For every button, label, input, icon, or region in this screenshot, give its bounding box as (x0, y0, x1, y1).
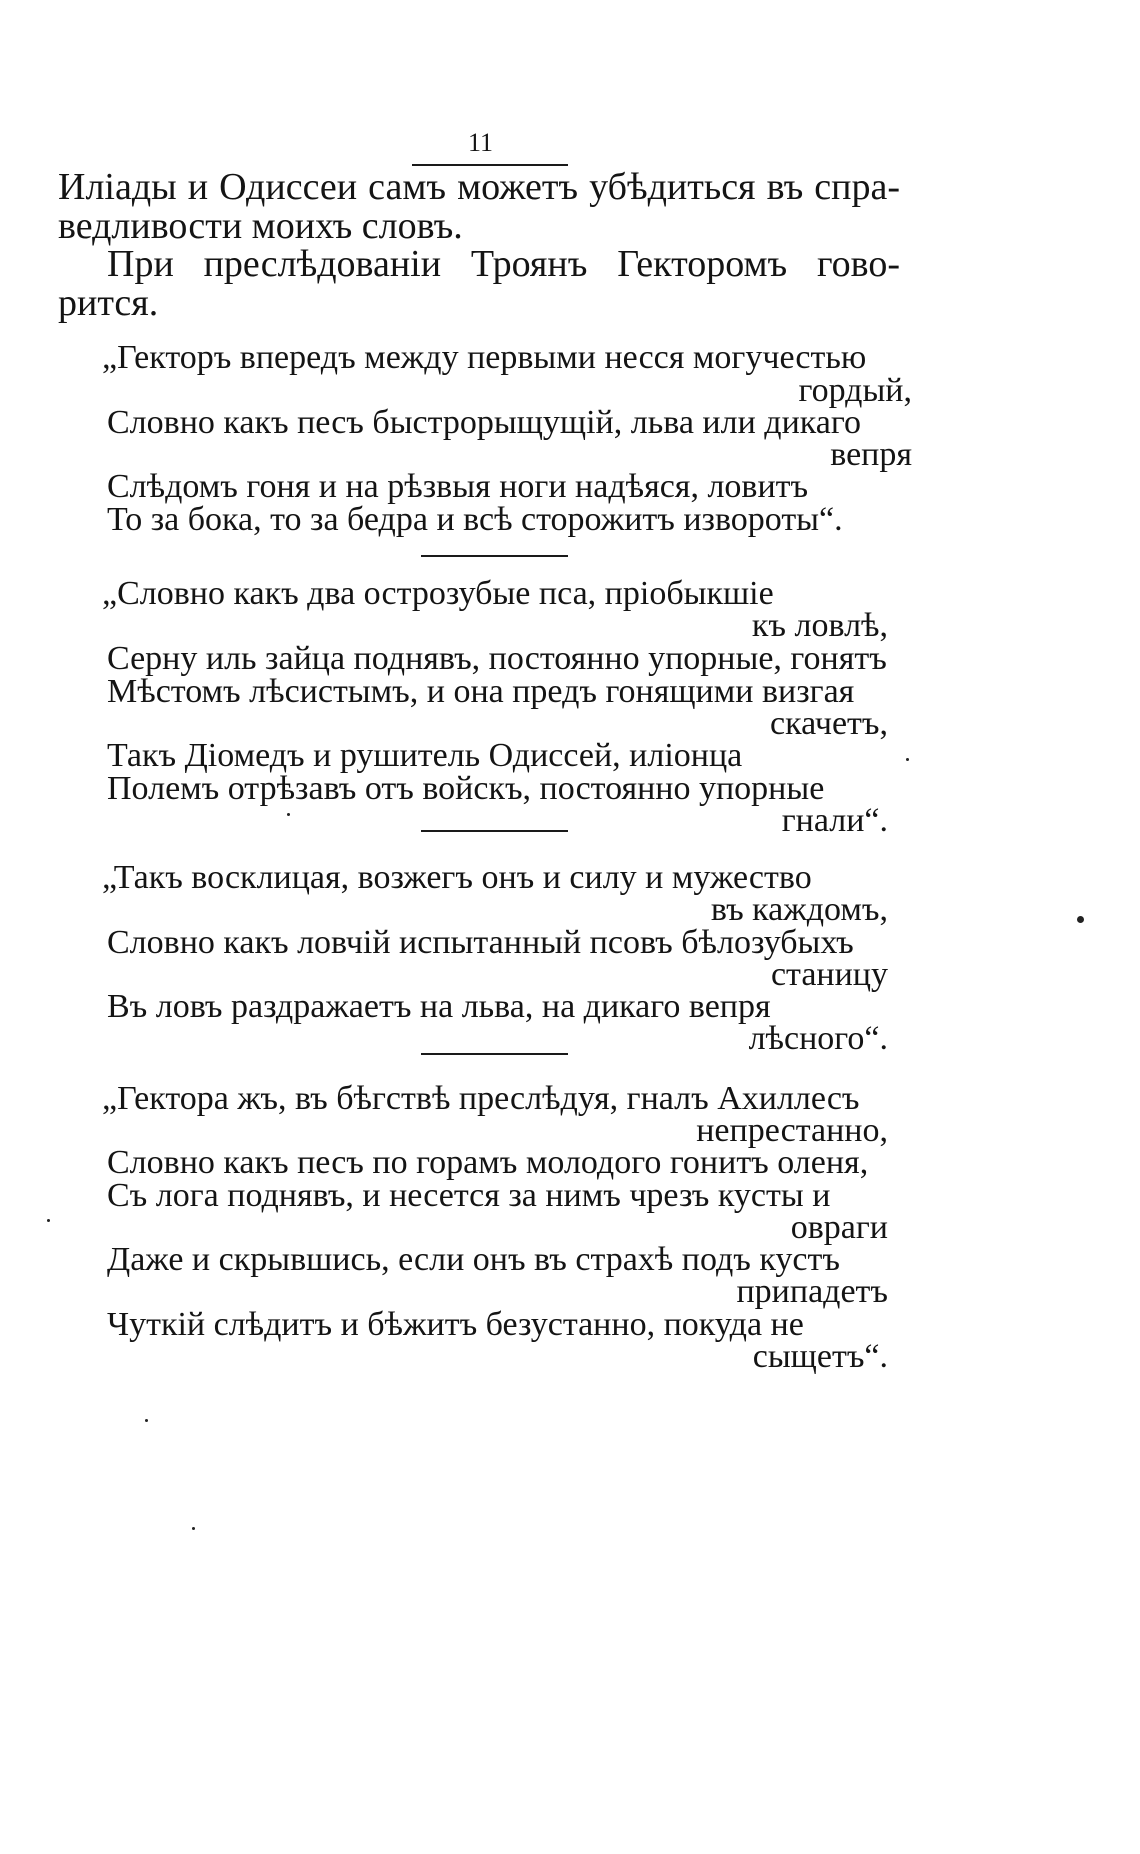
verse-continuation: гнали“. (781, 802, 888, 839)
scan-speck (1077, 916, 1084, 923)
verse-continuation: припадетъ (736, 1273, 888, 1310)
scan-speck (47, 1219, 50, 1222)
prose-line: Иліады и Одиссеи самъ можетъ убѣдиться въ спра- (58, 166, 900, 208)
stanza-divider (421, 830, 568, 832)
verse-line: Въ ловъ раздражаетъ на льва, на дикаго вепря (107, 988, 771, 1025)
verse-continuation: скачетъ, (770, 705, 888, 742)
stanza-divider (421, 555, 568, 557)
scan-speck (192, 1527, 195, 1530)
scan-speck (145, 1419, 148, 1422)
verse-continuation: лѣсного“. (748, 1020, 888, 1057)
verse-line: Словно какъ песъ по горамъ молодого гонитъ оленя, (107, 1144, 869, 1181)
verse-line: „Гектора жъ, въ бѣгствѣ преслѣдуя, гналъ Ахиллесъ (102, 1080, 860, 1117)
verse-line: Чуткій слѣдитъ и бѣжитъ безустанно, покуда не (107, 1306, 804, 1343)
verse-continuation: станицу (770, 956, 888, 993)
stanza-divider (421, 1053, 568, 1055)
verse-line: „Гекторъ впередъ между первыми несся могучестью (102, 339, 867, 376)
verse-line: Полемъ отрѣзавъ отъ войскъ, постоянно упорные (107, 770, 825, 807)
verse-line: Съ лога поднявъ, и несется за нимъ чрезъ кусты и (107, 1177, 831, 1214)
scan-speck (906, 758, 909, 761)
verse-continuation: гордый, (798, 372, 912, 409)
verse-line: Мѣстомъ лѣсистымъ, и она предъ гонящими визгая (107, 673, 855, 710)
verse-line: „Словно какъ два острозубые пса, пріобыкшіе (102, 575, 774, 612)
verse-line: Серну иль зайца поднявъ, постоянно упорные, гонятъ (107, 640, 887, 677)
verse-line: Слѣдомъ гоня и на рѣзвыя ноги надѣяся, ловитъ (107, 468, 809, 505)
verse-line: Такъ Діомедъ и рушитель Одиссей, иліонца (107, 737, 743, 774)
verse-continuation: овраги (790, 1209, 888, 1246)
page-number: 11 (468, 128, 494, 157)
verse-line: Словно какъ ловчій испытанный псовъ бѣлозубыхъ (107, 924, 854, 961)
scan-speck (287, 813, 290, 816)
verse-continuation: въ каждомъ, (710, 891, 888, 928)
verse-continuation: сыщетъ“. (752, 1338, 888, 1375)
verse-continuation: вепря (830, 436, 912, 473)
verse-line: Словно какъ песъ быстрорыщущій, льва или дикаго (107, 404, 861, 441)
prose-line: ведливости моихъ словъ. (58, 205, 463, 247)
verse-line: Даже и скрывшись, если онъ въ страхѣ подъ кустъ (107, 1241, 840, 1278)
verse-line: „Такъ восклицая, возжегъ онъ и силу и мужество (102, 859, 812, 896)
prose-line: При преслѣдованіи Троянъ Гекторомъ гово- (107, 243, 900, 285)
verse-line: То за бока, то за бедра и всѣ сторожитъ извороты“. (107, 501, 843, 538)
prose-line: рится. (58, 282, 159, 324)
verse-continuation: къ ловлѣ, (751, 607, 888, 644)
verse-continuation: непрестанно, (696, 1112, 888, 1149)
